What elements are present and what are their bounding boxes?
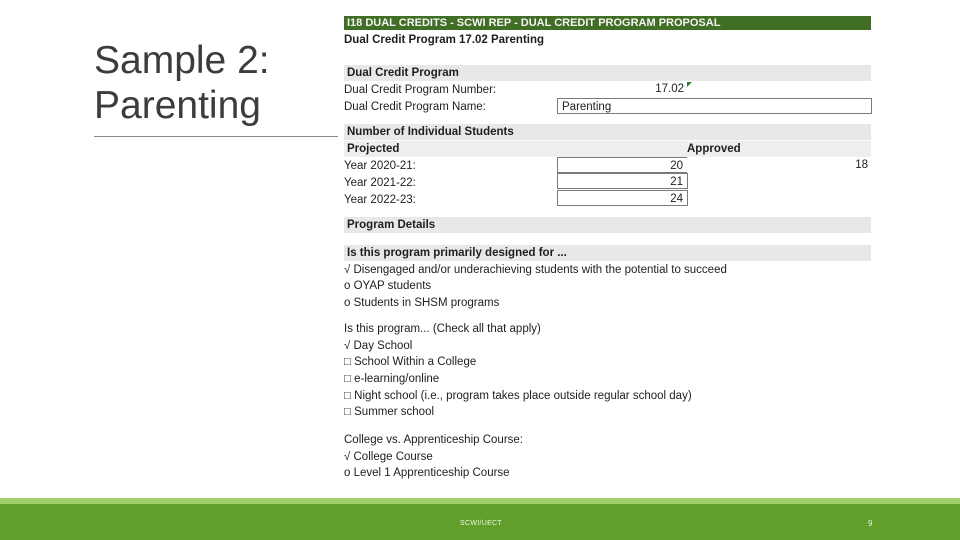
designed-for-option: o Students in SHSM programs [344,297,500,309]
program-type-option: □ Summer school [344,406,435,418]
approved-value: 18 [687,157,872,173]
sheet-subtitle: Dual Credit Program 17.02 Parenting [344,34,545,46]
designed-for-option: o OYAP students [344,280,432,292]
course-type-option: √ College Course [344,451,433,463]
designed-for-option: √ Disengaged and/or underachieving students with the potential to succeed [344,264,727,276]
footer-organization: SCWI/UECT [460,520,502,527]
program-type-option: □ School Within a College [344,356,477,368]
slide-title-line-1: Sample 2: [94,39,270,82]
program-name-value: Parenting [557,98,872,114]
projected-value: 21 [557,173,688,189]
approved-label: Approved [687,143,741,155]
year-label: Year 2020-21: [344,160,416,172]
cell-comment-marker [687,82,692,87]
course-type-question: College vs. Apprenticeship Course: [344,434,523,446]
program-type-question: Is this program... (Check all that apply) [344,323,541,335]
slide-title [94,38,324,128]
program-number-label: Dual Credit Program Number: [344,84,497,96]
title-divider [94,136,338,137]
page-number: 9 [868,519,873,528]
projected-approved-header [344,141,871,157]
year-label: Year 2022-23: [344,194,416,206]
program-type-option: □ Night school (i.e., program takes place outside regular school day) [344,390,692,402]
program-name-label: Dual Credit Program Name: [344,101,486,113]
sheet-header: I18 DUAL CREDITS - SCWI REP - DUAL CREDIT PROGRAM PROPOSAL [344,16,871,30]
course-type-option: o Level 1 Apprenticeship Course [344,467,510,479]
slide-footer [0,498,960,540]
students-section-heading: Number of Individual Students [344,124,871,140]
projected-label: Projected [347,143,400,155]
designed-for-heading: Is this program primarily designed for ... [344,245,871,261]
slide-title-line-2: Parenting [94,84,261,127]
details-section-heading: Program Details [344,217,871,233]
year-label: Year 2021-22: [344,177,416,189]
projected-value: 20 [557,157,688,173]
program-number-value: 17.02 [558,81,688,97]
proposal-sheet [338,14,872,484]
program-section-heading: Dual Credit Program [344,65,871,81]
program-type-option: □ e-learning/online [344,373,440,385]
program-type-option: √ Day School [344,340,413,352]
projected-value: 24 [557,190,688,206]
